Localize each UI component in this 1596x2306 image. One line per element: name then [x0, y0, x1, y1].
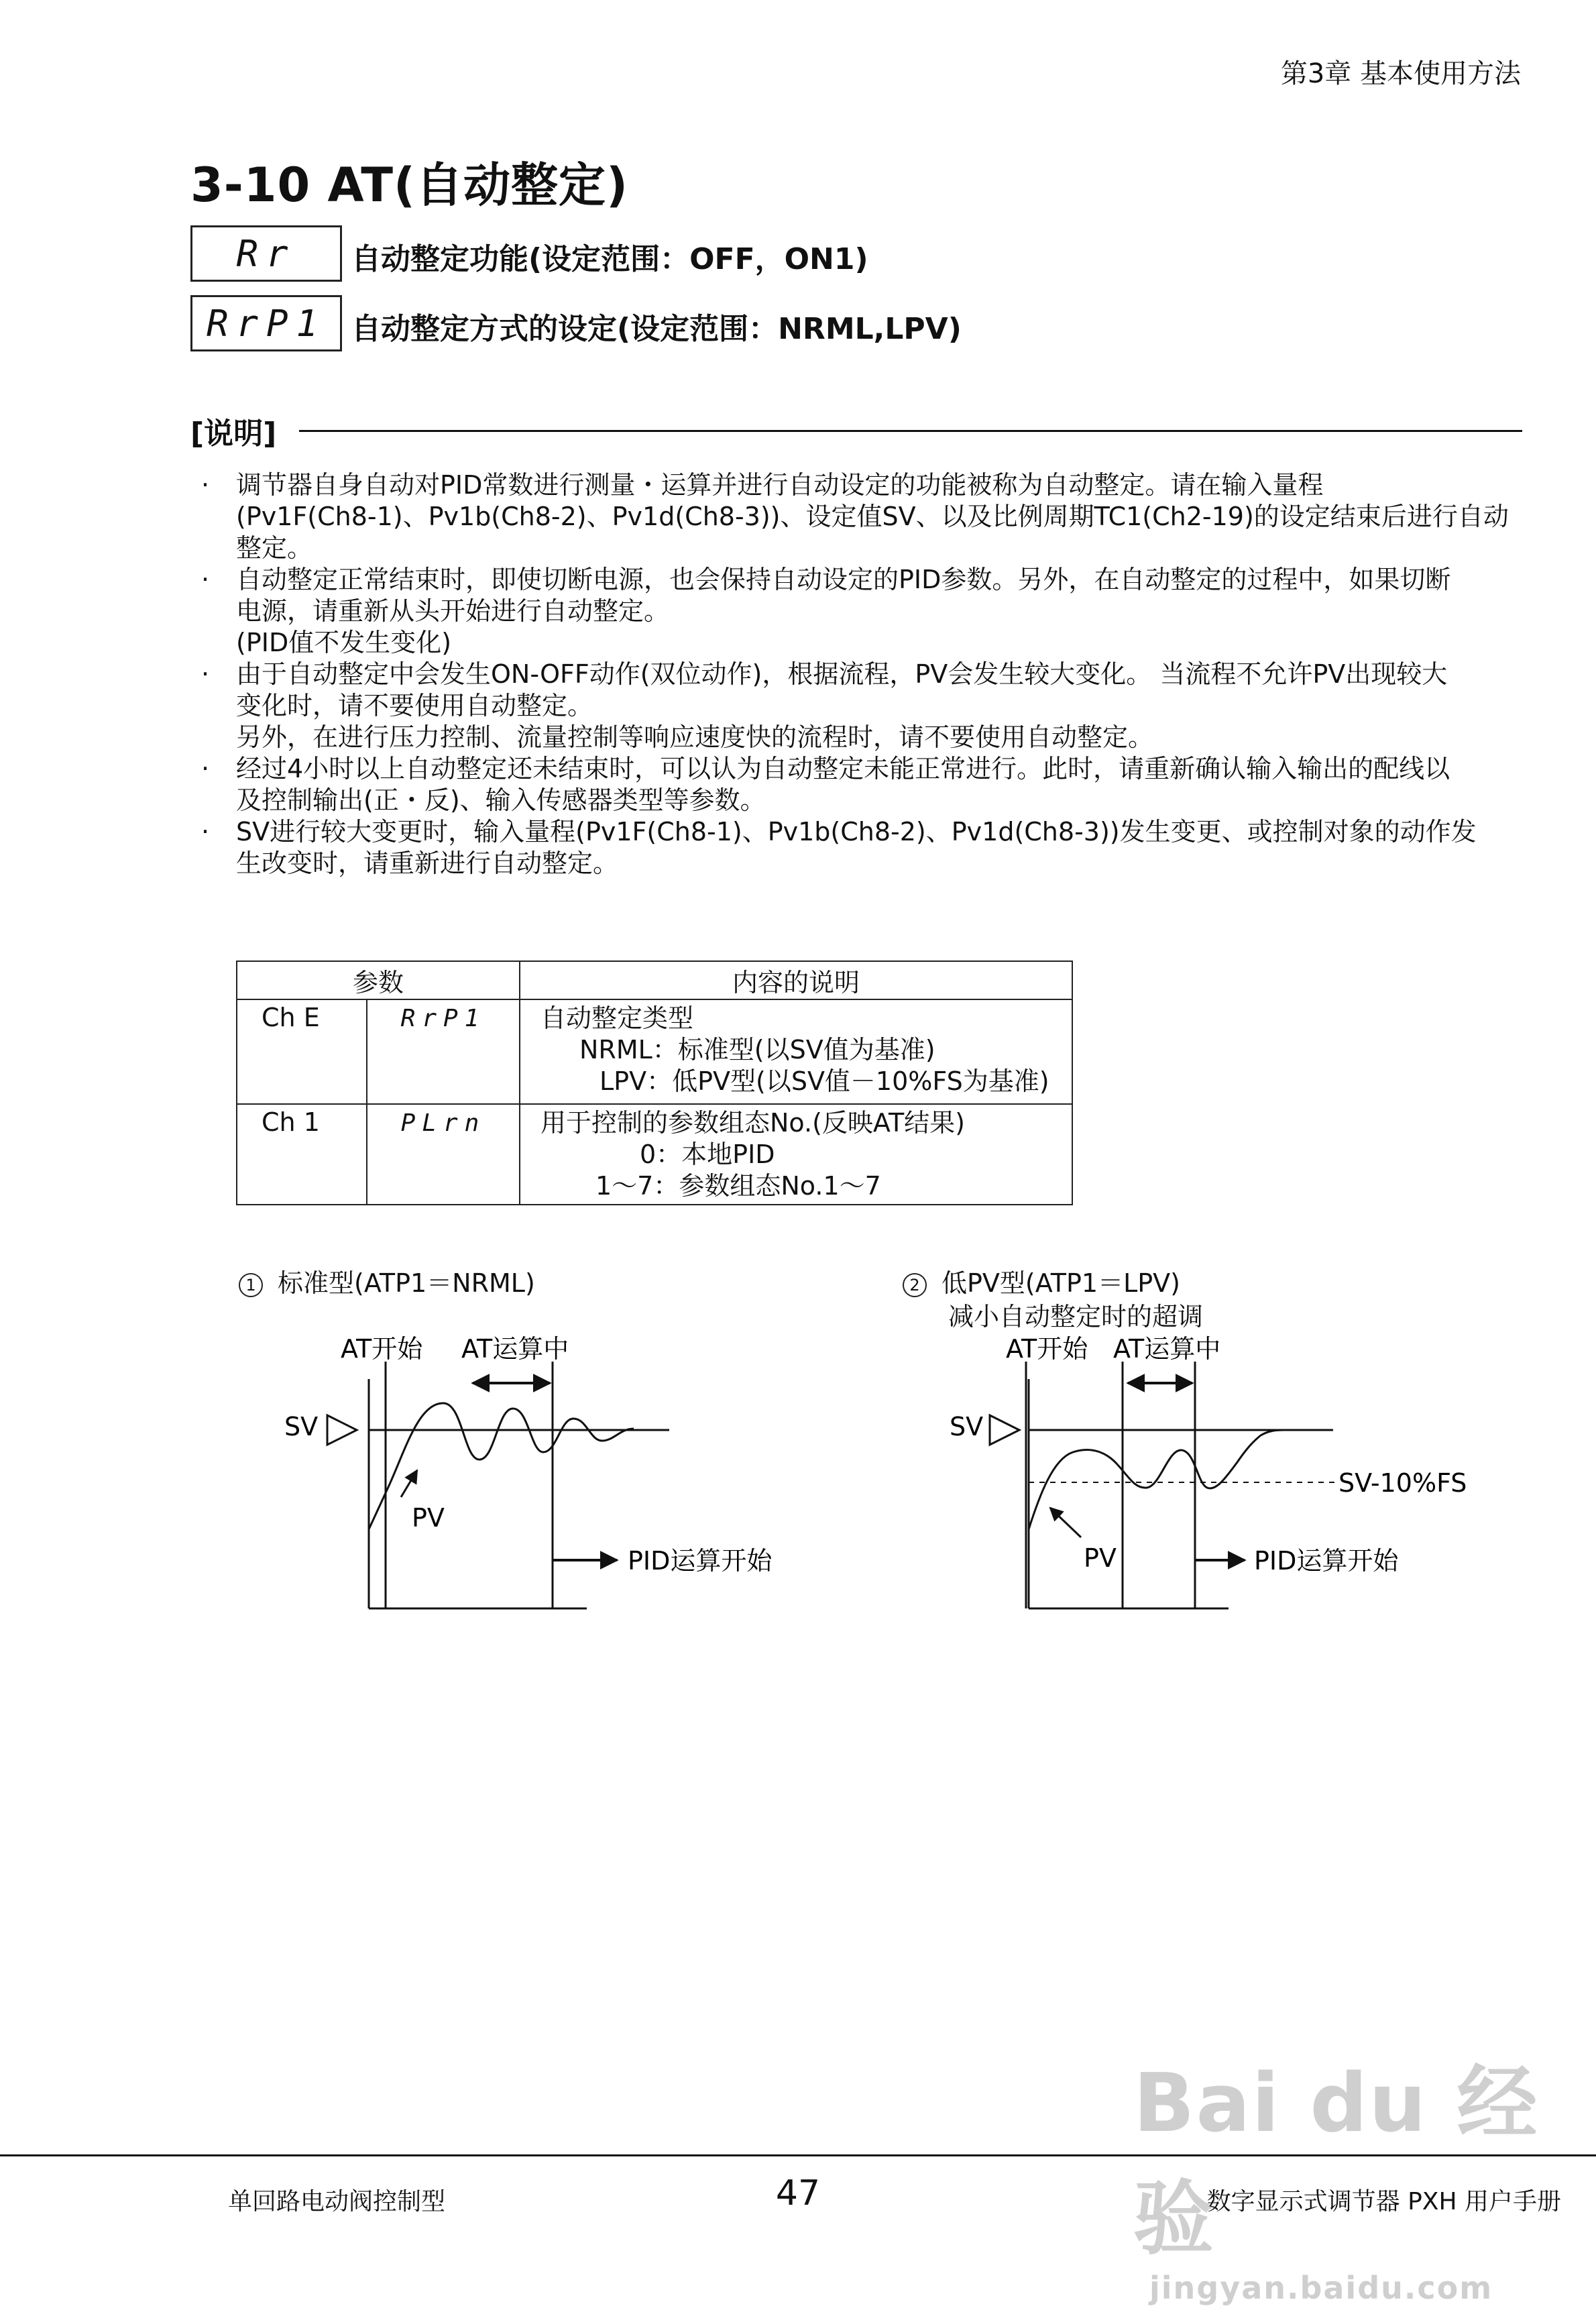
table-row — [237, 999, 1072, 1104]
bullet-line: 由于自动整定中会发生ON-OFF动作(双位动作)，根据流程，PV会发生较大变化。 当流程不允许PV出现较大 — [236, 659, 1448, 689]
bullet-mark: · — [201, 565, 210, 594]
figure-2-diagram — [932, 1328, 1522, 1623]
bullet-line: 经过4小时以上自动整定还未结束时，可以认为自动整定未能正常进行。此时，请重新确认输入输出的配线以 — [236, 754, 1450, 783]
desc-line: NRML：标准型(以SV值为基准) — [579, 1035, 935, 1064]
table-cell-desc — [520, 1104, 1072, 1205]
bullet-line: SV进行较大变更时，输入量程(Pv1F(Ch8-1)、Pv1b(Ch8-2)、Pv1d(Ch8-3))发生变更、或控制对象的动作发 — [236, 817, 1477, 846]
fig1-pv-pointer — [401, 1470, 417, 1497]
bullet-mark: · — [201, 659, 210, 689]
watermark-brand: Bai du 经验 — [1133, 2057, 1539, 2266]
fig2-at-start-label: AT开始 — [1006, 1334, 1088, 1364]
bullet-line: (PID值不发生变化) — [236, 628, 452, 657]
fig2-pv-pointer — [1050, 1508, 1081, 1537]
fig1-sv-label: SV — [284, 1412, 319, 1441]
footer-rule — [0, 2154, 1596, 2156]
desc-line: 自动整定类型 — [540, 1003, 694, 1033]
desc-line: LPV：低PV型(以SV值－10%FS为基准) — [600, 1066, 1049, 1096]
parameter-table — [236, 960, 1073, 1205]
bullet-item — [201, 564, 1524, 659]
circled-number-2: 2 — [903, 1273, 927, 1297]
bullet-item — [201, 816, 1524, 879]
bullet-line: 整定。 — [236, 533, 313, 563]
footer-right: 数字显示式调节器 PXH 用户手册 — [1206, 2188, 1561, 2215]
bullet-line: 另外，在进行压力控制、流量控制等响应速度快的流程时，请不要使用自动整定。 — [236, 722, 1154, 752]
bullet-mark: · — [201, 754, 210, 783]
figure-2-subtitle: 减小自动整定时的超调 — [948, 1302, 1204, 1331]
fig2-low-line-label: SV-10%FS — [1338, 1468, 1467, 1498]
watermark-url: jingyan.baidu.com — [1149, 2270, 1493, 2306]
figure-1-caption — [239, 1266, 535, 1300]
bullet-line: 调节器自身自动对PID常数进行测量・运算并进行自动设定的功能被称为自动整定。请在输入量程 — [236, 470, 1324, 500]
bullet-item — [201, 470, 1524, 564]
bullet-line: (Pv1F(Ch8-1)、Pv1b(Ch8-2)、Pv1d(Ch8-3))、设定值SV、以及比例周期TC1(Ch2-19)的设定结束后进行自动 — [236, 502, 1509, 531]
fig2-sv-label: SV — [950, 1412, 984, 1441]
desc-line: 用于控制的参数组态No.(反映AT结果) — [540, 1108, 965, 1138]
section-rule — [299, 430, 1522, 432]
fig1-at-calc-label: AT运算中 — [461, 1334, 569, 1364]
bullet-line: 电源，请重新从头开始进行自动整定。 — [236, 596, 670, 626]
fig1-pid-label: PID运算开始 — [628, 1546, 773, 1576]
table-cell-code — [367, 999, 520, 1104]
baidu-watermark — [1133, 2039, 1596, 2306]
page-title: 3-10 AT(自动整定) — [190, 158, 629, 213]
table-cell-desc — [520, 999, 1072, 1104]
param-code-box-at — [190, 225, 342, 282]
bullet-mark: · — [201, 817, 210, 846]
circled-number-1: 1 — [239, 1273, 263, 1297]
fig2-pv-curve — [1029, 1430, 1284, 1529]
table-cell-code — [367, 1104, 520, 1205]
figure-2-caption — [903, 1266, 1180, 1300]
fig2-pv-label: PV — [1084, 1543, 1117, 1573]
param-code-atp1: RrP1 — [206, 302, 327, 345]
section-heading: [说明] — [190, 417, 277, 451]
param-code-box-atp1 — [190, 295, 342, 351]
table-row — [237, 1104, 1072, 1205]
bullet-line: 自动整定正常结束时，即使切断电源，也会保持自动设定的PID参数。另外，在自动整定的过程中，如果切断 — [236, 565, 1451, 594]
param-code-at: Rr — [236, 232, 296, 275]
fig1-sv-marker — [327, 1415, 357, 1445]
fig1-at-start-label: AT开始 — [341, 1334, 423, 1364]
bullet-item — [201, 753, 1524, 816]
bullet-item — [201, 659, 1524, 753]
table-cell-ch: Ch E — [237, 999, 367, 1104]
explanation-list — [201, 470, 1524, 879]
bullet-mark: · — [201, 470, 210, 500]
chapter-header: 第3章 基本使用方法 — [1280, 58, 1521, 89]
fig1-pv-label: PV — [412, 1503, 445, 1533]
bullet-line: 生改变时，请重新进行自动整定。 — [236, 848, 619, 878]
param-label-at: 自动整定功能(设定范围：OFF，ON1) — [351, 242, 868, 276]
table-header-param: 参数 — [237, 961, 520, 999]
page-number: 47 — [775, 2173, 821, 2213]
param-label-atp1: 自动整定方式的设定(设定范围：NRML,LPV) — [351, 312, 962, 346]
fig2-at-calc-label: AT运算中 — [1113, 1334, 1221, 1364]
fig1-pv-curve — [369, 1403, 634, 1529]
fig2-sv-marker — [990, 1415, 1019, 1445]
table-header-desc: 内容的说明 — [520, 961, 1072, 999]
bullet-line: 变化时，请不要使用自动整定。 — [236, 691, 593, 720]
figure-1-title: 标准型(ATP1＝NRML) — [278, 1268, 535, 1298]
table-header-row — [237, 961, 1072, 999]
bullet-line: 及控制输出(正・反)、输入传感器类型等参数。 — [236, 785, 766, 815]
table-cell-ch: Ch 1 — [237, 1104, 367, 1205]
param-code-atp1-table: RrP1 — [400, 1005, 486, 1032]
desc-line: 1～7：参数组态No.1～7 — [595, 1171, 881, 1201]
footer-left: 单回路电动阀控制型 — [228, 2188, 446, 2215]
param-code-plrn-table: PLrn — [400, 1109, 486, 1137]
figure-2-title: 低PV型(ATP1＝LPV) — [942, 1268, 1180, 1298]
desc-line: 0：本地PID — [640, 1140, 775, 1169]
figure-1-diagram — [268, 1328, 778, 1623]
fig2-pid-label: PID运算开始 — [1254, 1546, 1399, 1576]
